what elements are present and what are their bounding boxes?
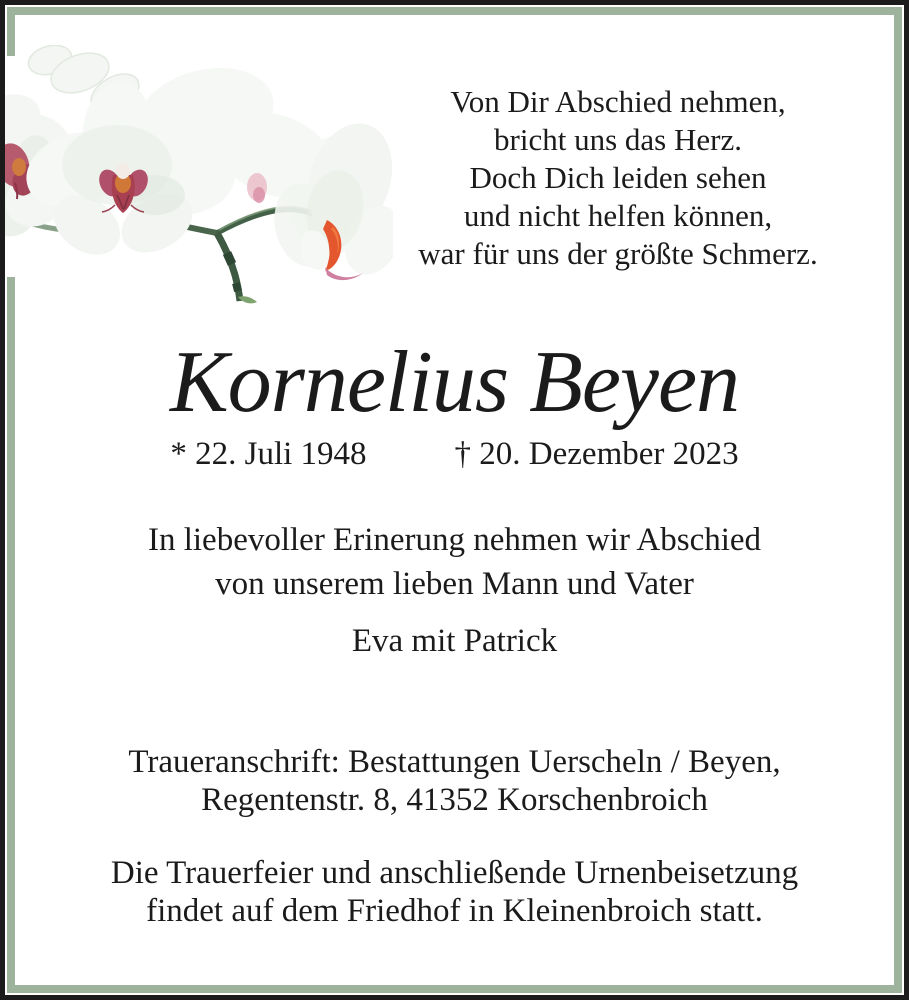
ceremony-line: findet auf dem Friedhof in Kleinenbroich statt. (146, 893, 763, 929)
mourning-address (5, 743, 904, 819)
death-date: † 20. Dezember 2023 (454, 436, 739, 472)
farewell-line: In liebevoller Erinerung nehmen wir Abschied (147, 522, 762, 558)
poem-line: war für uns der größte Schmerz. (418, 236, 818, 271)
poem-line: und nicht helfen können, (463, 198, 773, 233)
address-line: Regentenstr. 8, 41352 Korschenbroich (201, 782, 708, 818)
deceased-name: Kornelius Beyen (169, 334, 740, 431)
poem-line: Von Dir Abschied nehmen, (450, 84, 786, 119)
farewell-text (5, 518, 904, 606)
ceremony-info (5, 854, 904, 930)
ceremony-line: Die Trauerfeier und anschließende Urnenbeisetzung (110, 855, 799, 891)
condolence-poem (363, 83, 873, 273)
poem-line: bricht uns das Herz. (494, 122, 742, 157)
address-line: Traueranschrift: Bestattungen Uerscheln / Beyen, (128, 744, 781, 780)
farewell-line: von unserem lieben Mann und Vater (215, 566, 694, 602)
life-dates (5, 434, 904, 474)
poem-line: Doch Dich leiden sehen (469, 160, 767, 195)
birth-date: * 22. Juli 1948 (170, 436, 367, 472)
orchid-photo (5, 45, 393, 313)
mourners-names: Eva mit Patrick (351, 623, 558, 659)
